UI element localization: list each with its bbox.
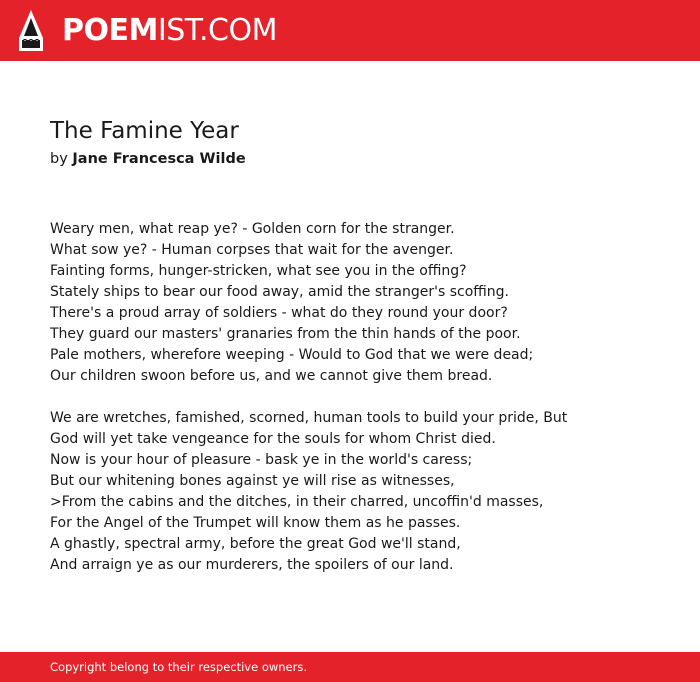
poem-line: But our whitening bones against ye will rise as witnesses,	[50, 473, 455, 489]
author-name: Jane Francesca Wilde	[72, 151, 246, 167]
poem-line: Weary men, what reap ye? - Golden corn for the stranger.	[50, 221, 455, 237]
copyright-text: Copyright belong to their respective owners.	[50, 660, 308, 674]
poem-line: There's a proud array of soldiers - what do they round your door?	[50, 305, 508, 321]
stanza	[50, 408, 670, 576]
logo-light-text: IST.COM	[157, 13, 277, 48]
poem-line: Stately ships to bear our food away, amid the stranger's scoffing.	[50, 284, 510, 300]
poem-line: They guard our masters' granaries from the thin hands of the poor.	[50, 326, 521, 342]
poem-line: >From the cabins and the ditches, in their charred, uncoffin'd masses,	[50, 494, 544, 510]
poem-line: Fainting forms, hunger-stricken, what see you in the offing?	[50, 263, 467, 279]
logo-bold-text: POEM	[62, 13, 158, 48]
poem-line: God will yet take vengeance for the souls for whom Christ died.	[50, 431, 496, 447]
poem-line: We are wretches, famished, scorned, human tools to build your pride, But	[50, 410, 568, 426]
poem-line: Pale mothers, wherefore weeping - Would to God that we were dead;	[50, 347, 534, 363]
poem-body	[50, 219, 670, 597]
poem-line: Our children swoon before us, and we cannot give them bread.	[50, 368, 493, 384]
stanza	[50, 219, 670, 387]
site-footer	[0, 652, 700, 682]
poem-line: For the Angel of the Trumpet will know them as he passes.	[50, 515, 461, 531]
by-label: by	[50, 151, 68, 167]
poem-line: What sow ye? - Human corpses that wait for the avenger.	[50, 242, 454, 258]
pencil-logo-icon[interactable]	[18, 9, 44, 52]
site-logo[interactable]	[62, 13, 277, 49]
byline	[50, 149, 246, 169]
poem-line: Now is your hour of pleasure - bask ye in the world's caress;	[50, 452, 473, 468]
site-header	[0, 0, 700, 61]
poem-title: The Famine Year	[50, 118, 239, 144]
poem-line: And arraign ye as our murderers, the spoilers of our land.	[50, 557, 454, 573]
poem-line: A ghastly, spectral army, before the great God we'll stand,	[50, 536, 461, 552]
